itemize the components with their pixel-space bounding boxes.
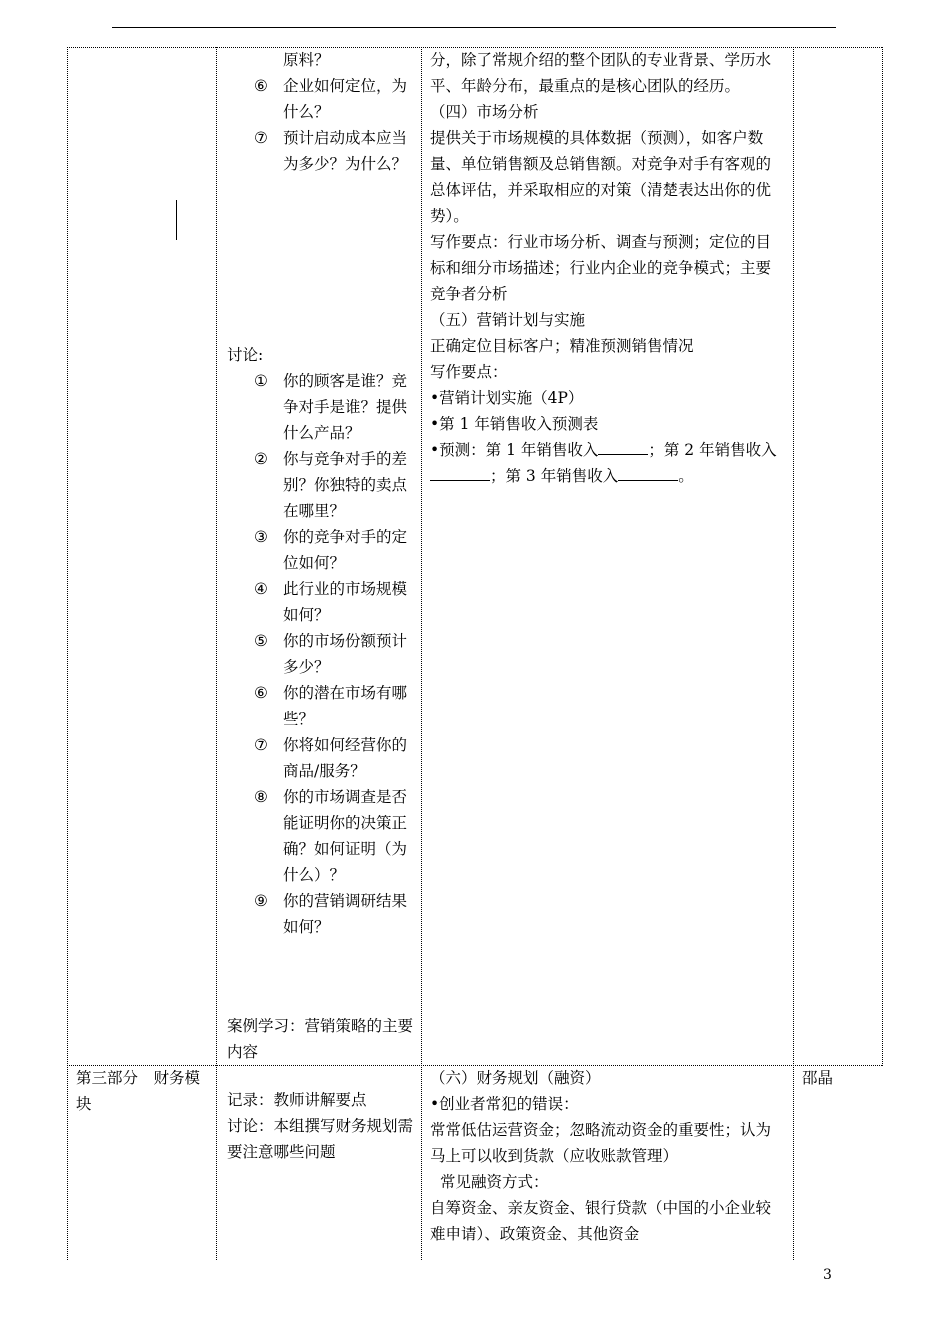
forecast-line <box>430 437 786 489</box>
row1-col2-discussion <box>227 342 415 940</box>
list-item-text: 你的顾客是谁？竞争对手是谁？提供什么产品？ <box>283 372 408 442</box>
section-heading: （四）市场分析 <box>430 103 539 121</box>
forecast-text: 。 <box>678 467 694 485</box>
fill-blank[interactable] <box>618 463 678 481</box>
list-item-text: 你的市场份额预计多少？ <box>283 632 408 676</box>
forecast-text: ；第 3 年销售收入 <box>490 467 619 485</box>
fill-blank[interactable] <box>598 437 648 455</box>
col-divider-3 <box>793 47 794 1260</box>
list-marker: ⑥ <box>254 77 268 95</box>
list-marker: ① <box>254 372 268 390</box>
list-marker: ② <box>254 450 268 468</box>
list-item <box>227 524 415 576</box>
list-item-text: 你的营销调研结果如何？ <box>283 892 408 936</box>
list-marker: ⑦ <box>254 736 268 754</box>
list-marker: ⑨ <box>254 892 268 910</box>
list-marker: ⑦ <box>254 129 268 147</box>
list-item-text: 你与竞争对手的差别？你独特的卖点在哪里？ <box>283 450 408 520</box>
row2-col2-cell <box>227 1087 415 1165</box>
list-item-text: 原料？ <box>283 51 330 69</box>
row1-col2-case-study <box>227 1013 415 1065</box>
instructor-name: 邵晶 <box>802 1069 834 1087</box>
section-heading: （五）营销计划与实施 <box>430 311 586 329</box>
col-divider-2 <box>421 47 422 1260</box>
fill-blank[interactable] <box>430 463 490 481</box>
list-item-text: 此行业的市场规模如何？ <box>283 580 408 624</box>
table-right-border <box>882 47 883 1066</box>
record-text: 记录：教师讲解要点 <box>227 1091 367 1109</box>
list-item <box>227 368 415 446</box>
list-marker: ③ <box>254 528 268 546</box>
case-study-text: 案例学习：营销策略的主要内容 <box>227 1017 414 1061</box>
list-item <box>227 628 415 680</box>
list-item <box>227 446 415 524</box>
paragraph: 常见融资方式： <box>440 1173 549 1191</box>
paragraph: 常常低估运营资金；忽略流动资金的重要性；认为马上可以收到货款（应收账款管理） <box>430 1121 772 1165</box>
row1-col3-cell <box>430 47 786 489</box>
list-item <box>227 784 415 888</box>
stray-mark <box>176 200 177 240</box>
list-marker: ④ <box>254 580 268 598</box>
header-rule <box>112 27 836 28</box>
row2-col4-cell <box>802 1065 878 1091</box>
list-item <box>227 47 415 73</box>
paragraph: 写作要点：行业市场分析、调查与预测；定位的目标和细分市场描述；行业内企业的竞争模式；主要竞争者分析 <box>430 233 772 303</box>
list-item-text: 你将如何经营你的商品/服务？ <box>283 736 408 780</box>
paragraph: 分，除了常规介绍的整个团队的专业背景、学历水平、年龄分布，最重点的是核心团队的经历。 <box>430 51 772 95</box>
paragraph: 提供关于市场规模的具体数据（预测），如客户数量、单位销售额及总销售额。对竞争对手有客观的总体评估，并采取相应的对策（清楚表达出你的优势）。 <box>430 129 772 225</box>
paragraph: 写作要点： <box>430 363 508 381</box>
section-heading: （六）财务规划（融资） <box>430 1069 601 1087</box>
list-item <box>227 888 415 940</box>
list-item <box>227 576 415 628</box>
table-left-border <box>67 47 68 1260</box>
list-item <box>227 73 415 125</box>
part-title: 第三部分 财务模块 <box>76 1069 201 1113</box>
list-marker: ⑧ <box>254 788 268 806</box>
list-item-text: 你的竞争对手的定位如何？ <box>283 528 408 572</box>
page-number: 3 <box>823 1267 832 1283</box>
forecast-text: •预测：第 1 年销售收入 <box>430 441 599 459</box>
col-divider-1 <box>216 47 217 1260</box>
bullet-item: •第 1 年销售收入预测表 <box>430 415 599 433</box>
paragraph: 正确定位目标客户；精准预测销售情况 <box>430 337 694 355</box>
forecast-text: ；第 2 年销售收入 <box>648 441 777 459</box>
list-item-text: 预计启动成本应当为多少？为什么？ <box>283 129 408 173</box>
list-item-text: 你的市场调查是否能证明你的决策正确？如何证明（为什么）？ <box>283 788 408 884</box>
list-item <box>227 125 415 177</box>
row2-col1-cell <box>76 1065 212 1117</box>
list-item-text: 你的潜在市场有哪些？ <box>283 684 408 728</box>
list-item-text: 企业如何定位，为什么？ <box>283 77 408 121</box>
row1-col2-cell <box>227 47 415 177</box>
discussion-text: 讨论：本组撰写财务规划需要注意哪些问题 <box>227 1117 414 1161</box>
list-marker: ⑤ <box>254 632 268 650</box>
bullet-item: •营销计划实施（4P） <box>430 389 584 407</box>
paragraph: 自筹资金、亲友资金、银行贷款（中国的小企业较难申请）、政策资金、其他资金 <box>430 1199 772 1243</box>
bullet-item: •创业者常犯的错误： <box>430 1095 579 1113</box>
list-item <box>227 680 415 732</box>
list-item <box>227 732 415 784</box>
discussion-label: 讨论: <box>227 346 264 364</box>
list-marker: ⑥ <box>254 684 268 702</box>
row2-col3-cell <box>430 1065 786 1247</box>
